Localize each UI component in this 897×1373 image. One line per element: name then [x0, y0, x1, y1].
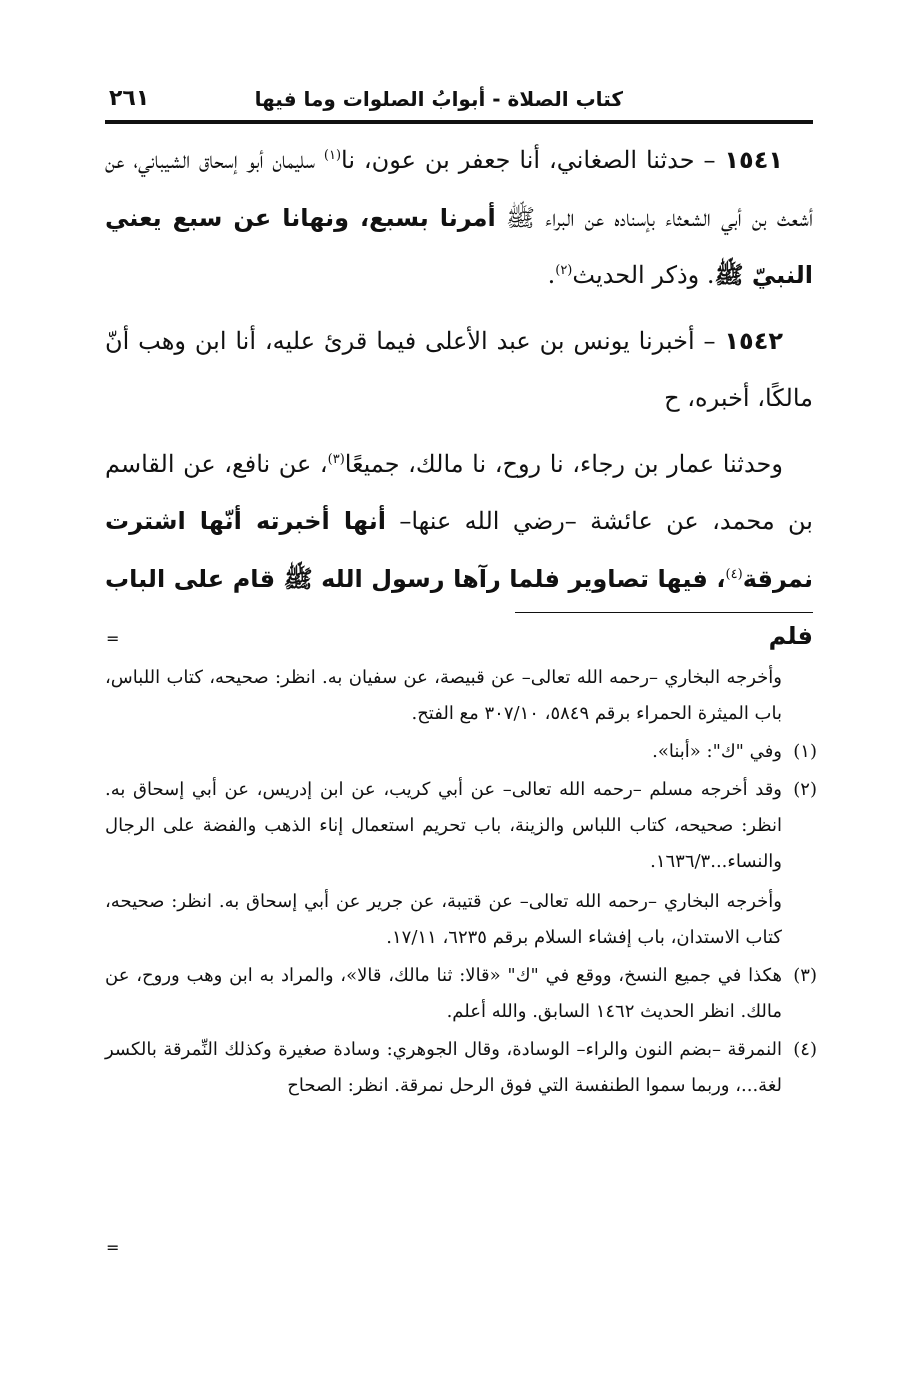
footnote-marker: (٢)	[793, 779, 817, 800]
hadith-matn: أمرنا بسبع، ونهانا عن سبع يعني النبيّ ﷺ	[105, 203, 813, 289]
main-text	[105, 132, 813, 666]
hadith-matn: أنها أخبرته أنّها اشترت نمرقة	[105, 507, 813, 593]
running-header	[105, 84, 813, 118]
footnote-4: (٤) النمرقة –بضم النون والراء– الوسادة، وقال الجوهري: وسادة صغيرة وكذلك النِّمرقة بالكسر لغة...، وربما سموا الطنفسة التي فوق الرحل نمرقة. انظر: الصحاح	[105, 1032, 817, 1104]
header-rule	[105, 120, 813, 124]
hadith-matn: ، فيها تصاوير فلما رآها رسول الله ﷺ قام على الباب فلم	[105, 564, 813, 650]
footnote-marker: (٣)	[793, 965, 817, 986]
footnote-ref: (٢)	[555, 263, 573, 278]
footnote-ref: (٤)	[725, 566, 743, 582]
footnote-ref: (٣)	[327, 451, 345, 467]
continuation-mark: =	[106, 1238, 120, 1257]
continuation-mark: =	[106, 629, 120, 648]
footnote-continuation: وأخرجه البخاري –رحمه الله تعالى– عن قبيصة، عن سفيان به. انظر: صحيحه، كتاب اللباس، باب الميثرة الحمراء برقم ٥٨٤٩، ٣٠٧/١٠ مع الفتح.	[105, 667, 782, 724]
hadith-number: ١٥٤١	[724, 146, 783, 174]
hadith-1542: ١٥٤٢ – أخبرنا يونس بن عبد الأعلى فيما قرئ عليه، أنا ابن وهب أنّ مالكًا، أخبره، ح	[105, 326, 813, 412]
hadith-number: ١٥٤٢	[724, 326, 783, 355]
footnote-1: (١) وفي "ك": «أبنا».	[105, 734, 817, 770]
footnote-2: (٢) وقد أخرجه مسلم –رحمه الله تعالى– عن أبي كريب، عن ابن إدريس، عن أبي إسحاق به. انظر: صحيحه، كتاب اللباس والزينة، باب تحريم استعمال إناء الذهب والفضة على الرجال والنساء...١٦٣٦/٣.	[105, 772, 817, 880]
footnote-marker: (١)	[793, 741, 817, 762]
footnote-separator	[515, 612, 813, 613]
footnotes	[105, 660, 817, 1104]
page-number: ٢٦١	[109, 86, 150, 111]
footnote-marker: (٤)	[793, 1039, 817, 1060]
hadith-1541: ١٥٤١ – حدثنا الصغاني، أنا جعفر بن عون، نا$^{(١)}$ سليمان أبو إسحاق الشيباني، عن أشعث بن أبي الشعثاء بإسناده عن البراء ﷺ أمرنا بسبع، ونهانا عن سبع يعني النبيّ ﷺ. وذكر الحديث$^{(٢)}$.	[105, 146, 814, 289]
hadith-1542-continued: وحدثنا عمار بن رجاء، نا روح، نا مالك، جميعًا$^{(٣)}$، عن نافع، عن القاسم بن محمد، عن عائشة –رضي الله عنها– أنها أخبرته أنّها اشترت نمرقة$^{(٤)}$، فيها تصاوير فلما رآها رسول الله ﷺ قام على الباب فلم	[105, 449, 813, 650]
footnote-2-continued: وأخرجه البخاري –رحمه الله تعالى– عن قتيبة، عن جرير عن أبي إسحاق به. انظر: صحيحه، كتاب الاستدان، باب إفشاء السلام برقم ٦٢٣٥، ١٧/١١.	[105, 891, 782, 948]
footnote-3: (٣) هكذا في جميع النسخ، ووقع في "ك" «قالا: ثنا مالك، قالا»، والمراد به ابن وهب وروح، عن مالك. انظر الحديث ١٤٦٢ السابق. والله أعلم.	[105, 958, 817, 1030]
footnote-ref: (١)	[323, 148, 342, 163]
chapter-title: كتاب الصلاة - أبوابُ الصلوات وما فيها	[254, 87, 623, 111]
